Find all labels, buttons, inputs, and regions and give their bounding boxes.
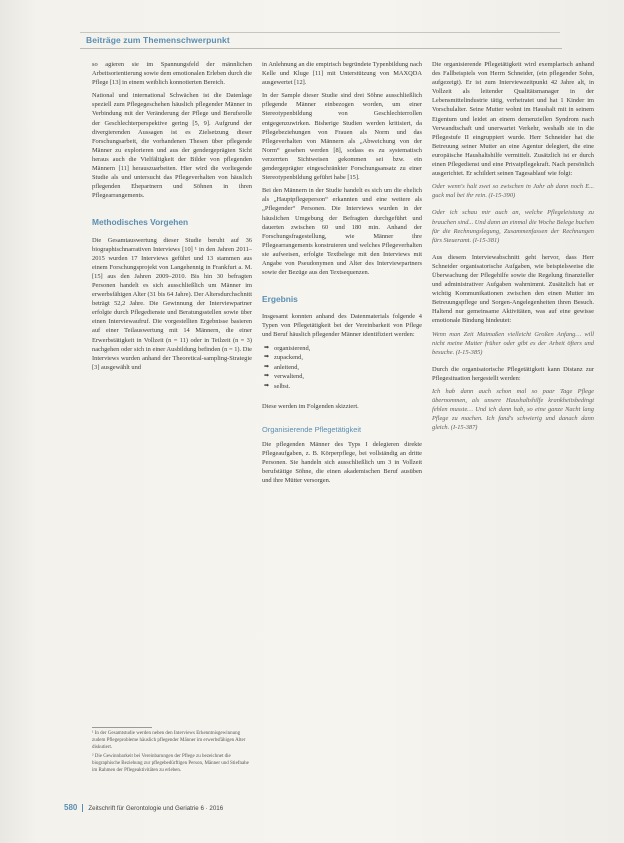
paragraph: Die pflegenden Männer des Typs I delegieren direkte Pflegeaufgaben, z. B. Körperpflege, bei vollständig an dritte Personen. Sie handeln sich ausschließlich um 3 in Vollzeit berufstätige Söhne, die einen akademischen Beruf ausüben und ihre Mütter versorgen. xyxy=(262,440,422,485)
paragraph: Bei den Männern in der Studie handelt es sich um die ehelich als „Hauptpflegeperson“ erkannten und eine weitere als „Pflegender“ Personen. Die Interviews wurden in der häuslichen Umgebung der Befragten durchgeführt und dauerten zwischen 60 und 180 min. Anhand der Forschungsfragestellung, wie Männer ihre Pflegearrangements konstruieren und welches Pflegeverhalten sie aufweisen, erfolgte Textbelege mit den Interviews mit Angabe von Pseudonymen und Alter des Interviewpartners sowie der Bezüge aus den Textsequenzen. xyxy=(262,187,422,277)
footnote: ¹ In der Gesamtstudie werden neben den Interviews Erkenntnisgewinnung zudem Pflegeprobleme häuslich pflegender Männer im erwerbsfähigen Alter diskutiert. xyxy=(92,731,246,750)
subsection-heading: Organisierende Pflegetätigkeit xyxy=(262,424,362,434)
paragraph: In der Sample dieser Studie sind drei Söhne ausschließlich pflegende Männer einbezogen worden, um einer Stereotypenbildung von Geschlechterrollen entgegenzuwirken. Bisherige Studien werden kritisiert, da Pflegebeziehungen von Frauen als Norm und das Pflegeverhalten von Männern als „Abweichung von der Norm“ gesehen werden [8], sodass es zu systematisch verzerrten Sichtweisen gekommen sei bzw. ein gendergeprägter eingeschränkter Forschungsansatz zu einer Stereotypenbildung geführt habe [15]. xyxy=(262,92,422,182)
paragraph: Die Gesamtauswertung dieser Studie beruht auf 36 biographischnarrativen Interviews [10] ¹ in den Jahren 2011–2015 wurden 17 Interviews geführt und 13 stammen aus einem Forschungsprojekt von Langehennig in Frankfurt a. M. [15] aus den Jahren 2009–2010. Bis hin 30 befragten Personen handelt es sich ausschließlich um Männer im erwerbsfähigen Alter (31 bis 64 Jahre). Der Altersdurchschnitt beträgt 52,2 Jahre. Die Gewinnung der Interviewpartner erfolgte durch Pflegedienste und Beratungsstellen sowie über einen Interviewaufruf. Die vorgestellten Ergebnisse basieren auf einer Teilauswertung mit 14 Männern, die einer Erwerbstätigkeit in Vollzeit (n = 11) oder in Teilzeit (n = 3) nachgehen oder sich in einer Ausbildung befinden (n = 1). Die Interviews wurden anhand der Theoretical-sampling-Strategie [3] ausgewählt und xyxy=(92,236,252,371)
footnote: ² Die Gewinnbarkeit bei Vereinbarungen der Pflege zu bezeichnet die biographische Beziehung zur pflegebedürftigen Person, Männer und Stiefnahe im Rahmen der Pflegeaktivitäten zu erleben. xyxy=(92,754,249,773)
list-item: ➡ verwaltend, xyxy=(264,372,422,382)
page-footer xyxy=(64,803,223,812)
interview-quote: Wenn man Zeit Mutmaßen vielleicht Großen Anfang… will nicht meine Mutter früher oder gibt es der Arbeit öfters und besuche. (I-15-385) xyxy=(432,330,594,356)
journal-name: Zeitschrift für Gerontologie und Geriatrie 6 · 2016 xyxy=(88,805,224,812)
interview-quote: Oder wenn's halt zwei so zwischen in Jahr ab dann noch E... guck mal bei ihr rein. (I-15-390) xyxy=(432,183,594,200)
interview-quote: Ich hab dann auch schon mal so paar Tage Pflege übernommen, als unsere Haushaltshilfe krankheitsbedingt fehlen musste… Und ich dann hab, so eine ganze Nacht lang Pflege zu machen. Ich fand's schwierig und danach dann gleich. (I-15-387) xyxy=(432,388,594,432)
header-rule xyxy=(80,48,562,49)
list-item: ➡ selbst. xyxy=(264,382,422,392)
paragraph: in Anlehnung an die empirisch begründete Typenbildung nach Kelle und Kluge [11] mit Unterstützung von MAXQDA ausgewertet [12]. xyxy=(262,61,422,87)
column-2 xyxy=(262,60,422,489)
footnote-rule xyxy=(92,727,152,728)
footer-divider xyxy=(82,804,83,812)
paragraph: so agieren sie im Spannungsfeld der männlichen Arbeitsorientierung sowie dem emotionalen Erleben durch die Pflege [13] in einem weiblich konnotierten Bereich. xyxy=(92,61,252,87)
paragraph: Aus diesem Interviewabschnitt geht hervor, dass Herr Schneider organisatorische Aufgaben, wie beispielsweise die Überwachung der Pflegehilfe sowie die Regelung finanzieller und administrativer Aufgaben wahrnimmt. Zusätzlich hat er wichtig Kommunikationen zwischen den einen Mutter im Betreuungspflege und Sorgen-Angelegenheiten ihren Besuch. Haltend nur gemeinsame Aktivitäten, was auf eine gewisse emotionale Bindung hindeutet: xyxy=(432,253,594,325)
list-item: ➡ anleitend, xyxy=(264,363,422,373)
paragraph: Die organisierende Pflegetätigkeit wird exemplarisch anhand des Fallbeispiels von Herrn Schneider, (ein pflegender Sohn, aufgezeigt). Er ist zum Interviewzeitpunkt 42 Jahre alt, in Vollzeit als leitender Qualitätsmanager in der Lebensmittelindustrie tätig, verheiratet und hat 1 Kinder im Vorschulalter. Seine Mutter wohnt im Haushalt mit in seinem Eigentum und leidet an einem demenziellen Syndrom nach Verwandtschaft und unerwartet Verkehr, weshalb sie in die Pflegestufe II eingruppiert wurde. Herr Schneider hat die Betreuung seiner Mutter an eine Agentur delegiert, die eine europäische Haushaltshilfe vermittelt. Zusätzlich ist er durch einen Pflegedienst und eine Privatpflegekraft. Nach persönlich ausgerichtet. Er schildert seinen Tagesablauf wie folgt: xyxy=(432,61,594,178)
interview-quote: Oder ich schau mir auch an, welche Pflegeleistung zu brauchen sind... Und dann an einmal die Woche Belege buchen für die Rechnungslegung, Zusammenfassen der Rechnungen fürs Steueramt. (I-15-381) xyxy=(432,209,594,244)
section-heading-method: Methodisches Vorgehen xyxy=(92,217,189,228)
column-3 xyxy=(432,60,594,440)
running-header: Beiträge zum Themenschwerpunkt xyxy=(86,35,230,45)
paragraph: Insgesamt konnten anhand des Datenmaterials folgende 4 Typen von Pflegetätigkeit bei der Vereinbarkeit von Pflege und Beruf häuslich pflegender Männer identifiziert werden: xyxy=(262,313,422,339)
list-item: ➡ organisierend, xyxy=(264,344,422,354)
list-item: ➡ zupackend, xyxy=(264,353,422,363)
footnotes xyxy=(92,731,252,778)
header-top-rule xyxy=(80,32,560,33)
paragraph: Diese werden im Folgenden skizziert. xyxy=(262,402,359,410)
paragraph: National und international Schwächen ist die Datenlage speziell zum Pflegegeschehen häuslich pflegender Männer in Verbindung mit der Veränderung der Pflege und Berufsrolle der Geschlechterperspektive gering [5, 9]. Aufgrund der divergierenden Aussagen ist es Zielsetzung dieser Forschungsarbeit, die vorhandenen Thesen über pflegende Männer zu explorieren und aus der gendergeprägten Sicht heraus auch die Vielfältigkeit der Bilder von pflegenden Männern [11] herauszuarbeiten. Hier wird die vorliegende Studie als und untersucht das Pflegeverhalten von häuslich pflegenden Ehepartnern und Söhnen in ihren Pflegearrangements. xyxy=(92,92,252,200)
paragraph: Durch die organisatorische Pflegetätigkeit kann Distanz zur Pflegesituation hergestellt werden: xyxy=(432,365,594,382)
type-list xyxy=(264,344,422,392)
column-1 xyxy=(92,60,252,376)
section-heading-results: Ergebnis xyxy=(262,294,298,305)
page-number: 580 xyxy=(64,803,78,812)
